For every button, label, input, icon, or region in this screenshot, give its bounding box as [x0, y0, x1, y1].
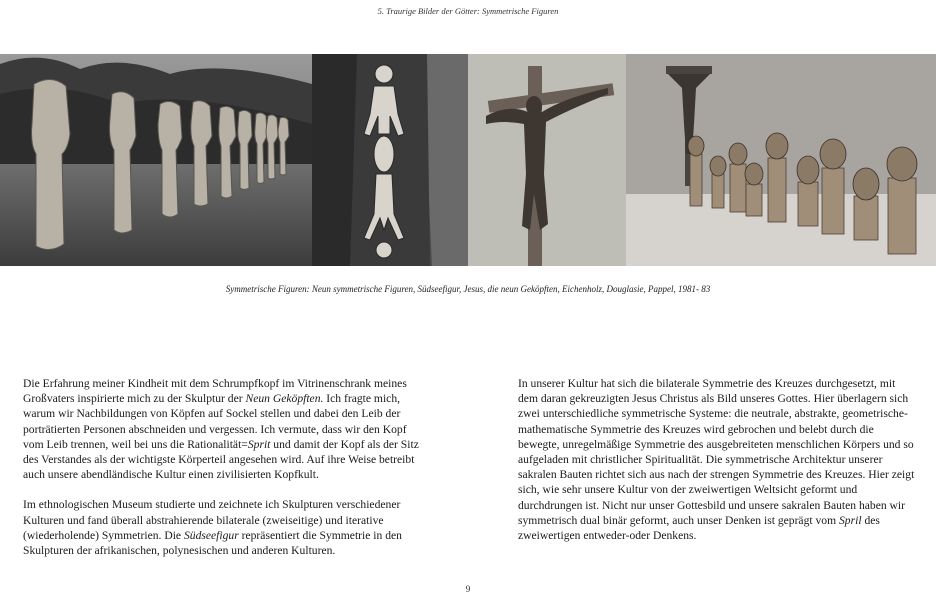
- photo-nine-figures: [0, 54, 312, 266]
- left-paragraph-1: Die Erfahrung meiner Kindheit mit dem Schrumpfkopf im Vitrinenschrank meines Großvaters inspirierte mich zu der Skulptur der Neun Geköpften. Ich fragte mich, warum wir Nachbildungen von Köpfen auf Sockel stellen und dabei den Leib der porträtierten Personen abschneiden und vergessen. Ich vermute, dass wir den Kopf vom Leib trennen, weil bei uns die Rationalität=Sprit und damit der Kopf als der Sitz des Verstandes als der wichtigste Körperteil angesehen wird. Auf ihre Weise betreibt auch unsere abendländische Kultur einen zivilisierten Kopfkult.: [23, 377, 419, 482]
- photo-strip: [0, 54, 936, 266]
- photo-suedseefigur: [312, 54, 468, 266]
- left-text-column: [23, 376, 427, 573]
- page-number: 9: [465, 584, 471, 594]
- running-header: 5. Traurige Bilder der Götter: Symmetrische Figuren: [377, 6, 559, 16]
- right-paragraph-1: In unserer Kultur hat sich die bilaterale Symmetrie des Kreuzes durchgesetzt, mit dem daran gekreuzigten Jesus Christus als Bild unseres Gottes. Hier überlagern sich zwei unterschiedliche symmetrische Systeme: die neutrale, abstrakte, geometrische-mathematische Symmetrie des Kreuzes wird gebrochen und belebt durch die bewegte, unregelmäßige Symmetrie des ausgebreiteten menschlichen Körpers und so aufgeladen mit christlicher Spiritualität. Die symmetrische Architektur unserer sakralen Bauten richtet sich aus nach der strengen Symmetrie des Kreuzes. Hier zeigt sich, wie sehr unsere Kultur von der zweiwertigen Weltsicht geformt und durchdrungen ist. Nicht nur unser Gottesbild und unsere sakralen Bauten haben wir symmetrisch dual binär geformt, auch unser Denken ist geprägt vom Spril des zweiwertigen entweder-oder Denkens.: [518, 377, 915, 543]
- right-text-column: [518, 376, 916, 558]
- figure-caption: Symmetrische Figuren: Neun symmetrische Figuren, Südseefigur, Jesus, die neun Geköpften, Eichenholz, Douglasie, Pappel, 1981- 83: [225, 284, 711, 294]
- photo-neun-gekoepften: [626, 54, 936, 266]
- left-paragraph-2: Im ethnologischen Museum studierte und zeichnete ich Skulpturen verschiedener Kulturen und fand überall abstrahierende bilaterale (zweiseitige) und iterative (wiederholende) Symmetrien. Die Südseefigur repräsentiert die Symmetrie in den Skulpturen der afrikanischen, polynesischen und anderen Kulturen.: [23, 498, 402, 558]
- photo-jesus: [468, 54, 626, 266]
